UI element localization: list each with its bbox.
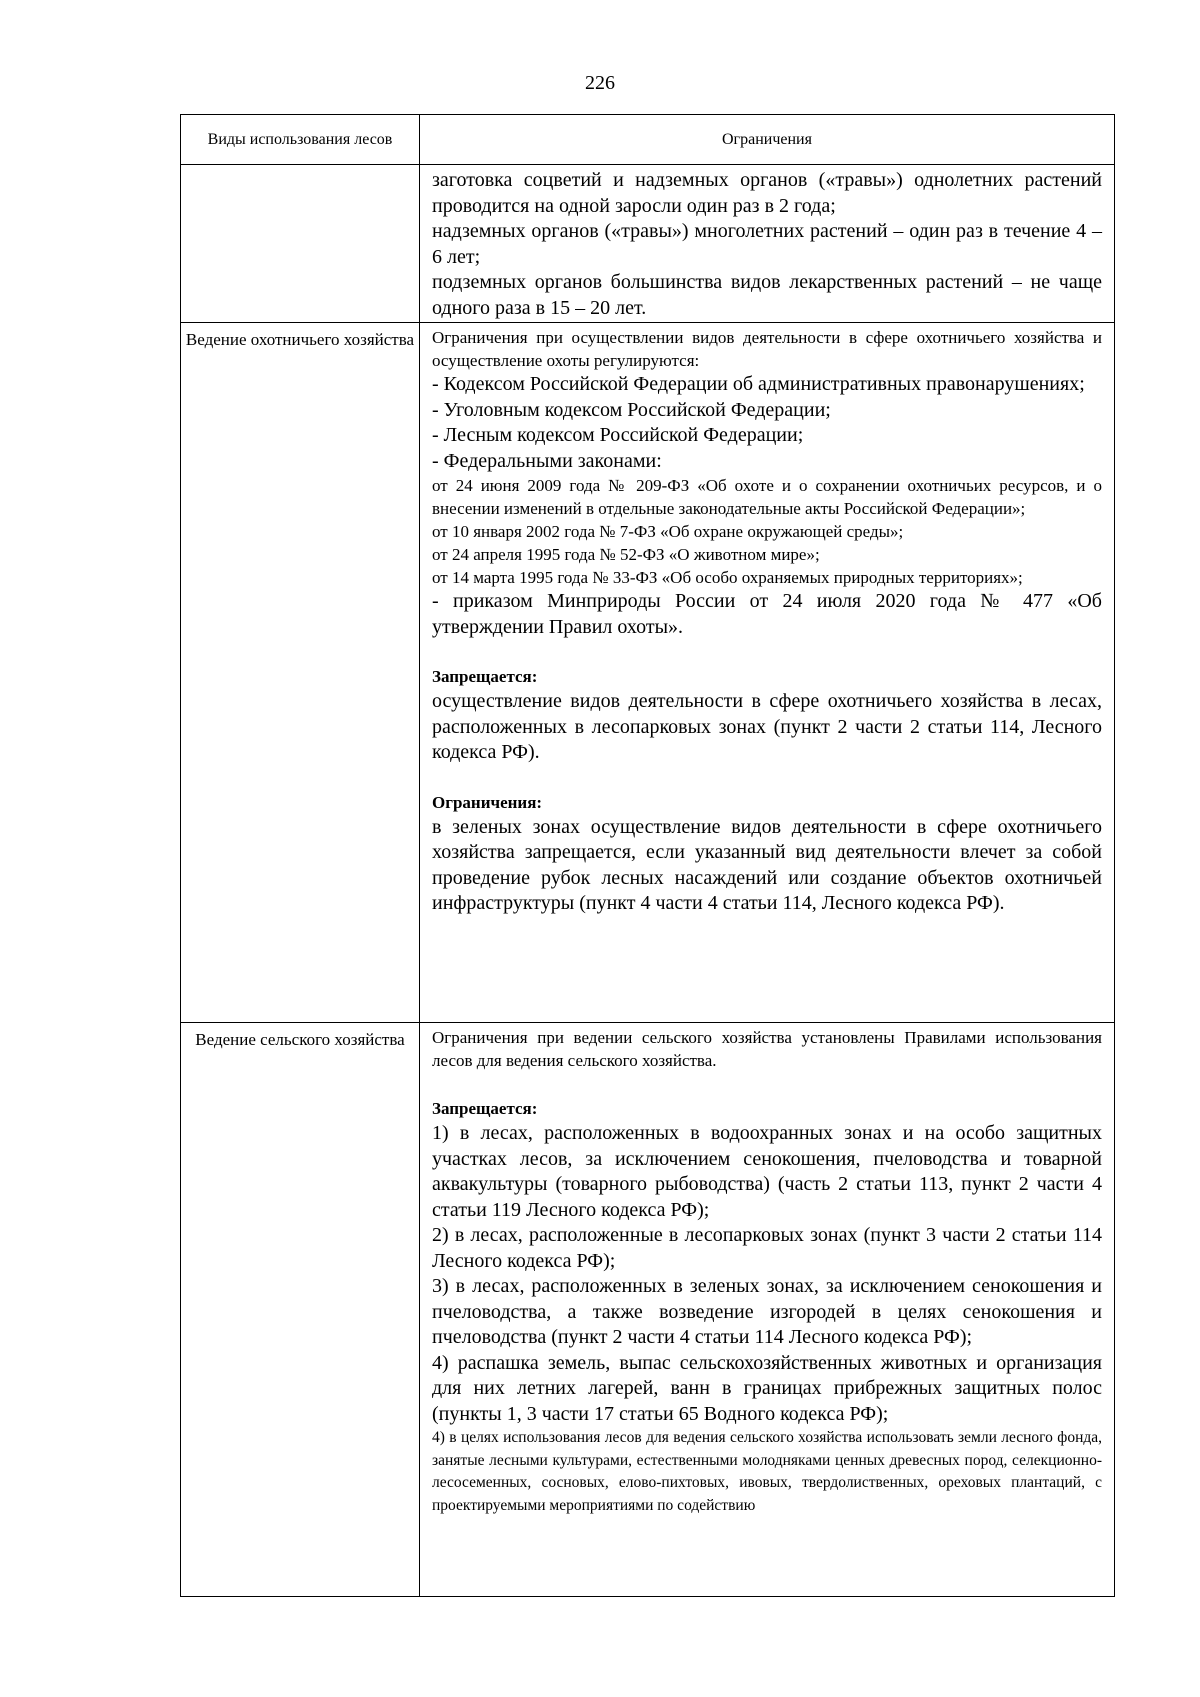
paragraph: надземных органов («травы») многолетних растений – один раз в течение 4 – 6 лет;: [432, 220, 1102, 268]
row2-use-type: Ведение охотничьего хозяйства: [181, 323, 420, 1023]
table-row: [181, 323, 1115, 1023]
row3-restrictions: [420, 1023, 1115, 1597]
paragraph: Ограничения при ведении сельского хозяйства установлены Правилами использования лесов для ведения сельского хозяйства.: [432, 1028, 1102, 1070]
row1-use-type: [181, 165, 420, 323]
law-item: от 24 апреля 1995 года № 52-ФЗ «О животном мире»;: [432, 545, 820, 564]
paragraph: Ограничения при осуществлении видов деятельности в сфере охотничьего хозяйства и осуществление охоты регулируются:: [432, 328, 1102, 370]
table-row: [181, 1023, 1115, 1597]
list-item: 4) распашка земель, выпас сельскохозяйственных животных и организация для них летних лагерей, ванн в границах прибрежных защитных полос (пункты 1, 3 части 17 статьи 65 Водного кодекса РФ);: [432, 1351, 1102, 1425]
prohibited-heading: Запрещается:: [432, 667, 538, 686]
paragraph: подземных органов большинства видов лекарственных растений – не чаще одного раза в 15 – 20 лет.: [432, 271, 1102, 319]
header-restrictions: Ограничения: [420, 115, 1115, 165]
list-item: - приказом Минприроды России от 24 июля 2020 года № 477 «Об утверждении Правил охоты».: [432, 590, 1102, 638]
list-item: 3) в лесах, расположенных в зеленых зонах, за исключением сенокошения и пчеловодства, а также возведение изгородей в целях сенокошения и пчеловодства (пункт 2 части 4 статьи 114 Лесного кодекса РФ);: [432, 1275, 1102, 1348]
page-number: 226: [585, 72, 615, 94]
list-item: - Кодексом Российской Федерации об административных правонарушениях;: [432, 373, 1085, 395]
header-forest-use-types: Виды использования лесов: [181, 115, 420, 165]
row1-restrictions: [420, 165, 1115, 323]
restrictions-table: [180, 114, 1115, 1597]
list-item: - Лесным кодексом Российской Федерации;: [432, 424, 804, 446]
table-header-row: [181, 115, 1115, 165]
paragraph: заготовка соцветий и надземных органов («травы») однолетних растений проводится на одной заросли один раз в 2 года;: [432, 169, 1102, 217]
law-item: от 10 января 2002 года № 7-ФЗ «Об охране окружающей среды»;: [432, 522, 904, 541]
limits-heading: Ограничения:: [432, 792, 543, 812]
list-item: 1) в лесах, расположенных в водоохранных зонах и на особо защитных участках лесов, за исключением сенокошения, пчеловодства и товарной аквакультуры (товарного рыбоводства) (часть 2 статьи 113, пункт 2 части 4 статьи 119 Лесного кодекса РФ);: [432, 1122, 1102, 1221]
list-item: - Уголовным кодексом Российской Федерации;: [432, 398, 831, 421]
list-item: 4) в целях использования лесов для ведения сельского хозяйства использовать земли лесного фонда, занятые лесными культурами, естественными молодняками ценных древесных пород, селекционно-лесосеменных, сосновых, елово-пихтовых, ивовых, твердолиственных, ореховых плантаций, с проектируемыми мероприятиями по содействию: [432, 1429, 1102, 1514]
row3-use-type: Ведение сельского хозяйства: [181, 1023, 420, 1597]
law-item: от 14 марта 1995 года № 33-ФЗ «Об особо охраняемых природных территориях»;: [432, 568, 1023, 587]
list-item: - Федеральными законами:: [432, 449, 662, 472]
prohibited-heading: Запрещается:: [432, 1099, 538, 1118]
row2-restrictions: [420, 323, 1115, 1023]
paragraph: в зеленых зонах осуществление видов деятельности в сфере охотничьего хозяйства запрещается, если указанный вид деятельности влечет за собой проведение рубок лесных насаждений или создание объектов охотничьей инфраструктуры (пункт 4 части 4 статьи 114, Лесного кодекса РФ).: [432, 815, 1102, 914]
paragraph: осуществление видов деятельности в сфере охотничьего хозяйства в лесах, расположенных в лесопарковых зонах (пункт 2 части 2 статьи 114, Лесного кодекса РФ).: [432, 690, 1102, 763]
list-item: 2) в лесах, расположенные в лесопарковых зонах (пункт 3 части 2 статьи 114 Лесного кодекса РФ);: [432, 1224, 1102, 1272]
table-row: [181, 165, 1115, 323]
law-item: от 24 июня 2009 года № 209-ФЗ «Об охоте и о сохранении охотничьих ресурсов, и о внесении изменений в отдельные законодательные акты Российской Федерации»;: [432, 476, 1102, 518]
